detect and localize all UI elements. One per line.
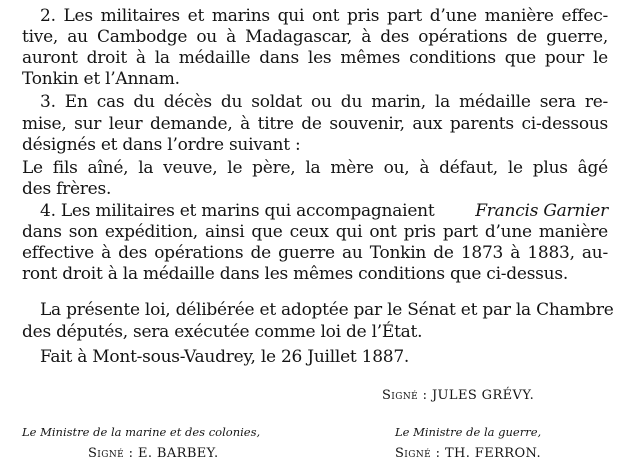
- minister-guerre-signature: Signé : TH. FERRON.: [395, 446, 542, 461]
- article-2-line-3: auront droit à la médaille dans les mêmes conditions que pour le: [22, 48, 608, 68]
- closing-line-2: des députés, sera exécutée comme loi de l’État.: [22, 322, 423, 342]
- minister-marine-signature: Signé : E. BARBEY.: [88, 446, 219, 461]
- article-3-line-1: 3. En cas du décès du soldat ou du marin, la médaille sera re-: [40, 92, 608, 112]
- minister-guerre-title: Le Ministre de la guerre,: [395, 425, 542, 439]
- article-2-line-1: 2. Les militaires et marins qui ont pris part d’une manière effec-: [40, 6, 608, 26]
- article-4-line-4: ront droit à la médaille dans les mêmes conditions que ci-dessus.: [22, 264, 568, 284]
- article-4-line-1-text: 4. Les militaires et marins qui accompagnaient: [40, 201, 435, 221]
- article-3-line-3: désignés et dans l’ordre suivant :: [22, 135, 301, 155]
- article-3-line-2: mise, sur leur demande, à titre de souvenir, aux parents ci-dessous: [22, 114, 608, 134]
- francis-garnier-name: Francis Garnier: [475, 201, 608, 221]
- article-3-line-5: des frères.: [22, 179, 112, 199]
- closing-line-1: La présente loi, délibérée et adoptée par le Sénat et par la Chambre: [40, 300, 614, 320]
- president-signature: Signé : JULES GRÉVY.: [382, 388, 535, 403]
- article-4-line-1: [40, 201, 608, 221]
- minister-marine-title: Le Ministre de la marine et des colonies,: [22, 425, 261, 439]
- article-4-line-3: effective à des opérations de guerre au Tonkin de 1873 à 1883, au-: [22, 243, 608, 263]
- article-2-line-4: Tonkin et l’Annam.: [22, 69, 180, 89]
- closing-date-line: Fait à Mont-sous-Vaudrey, le 26 Juillet 1887.: [40, 347, 410, 367]
- article-2-line-2: tive, au Cambodge ou à Madagascar, à des opérations de guerre,: [22, 27, 608, 47]
- article-4-line-2: dans son expédition, ainsi que ceux qui ont pris part d’une manière: [22, 222, 608, 242]
- article-3-line-4: Le fils aîné, la veuve, le père, la mère ou, à défaut, le plus âgé: [22, 158, 608, 178]
